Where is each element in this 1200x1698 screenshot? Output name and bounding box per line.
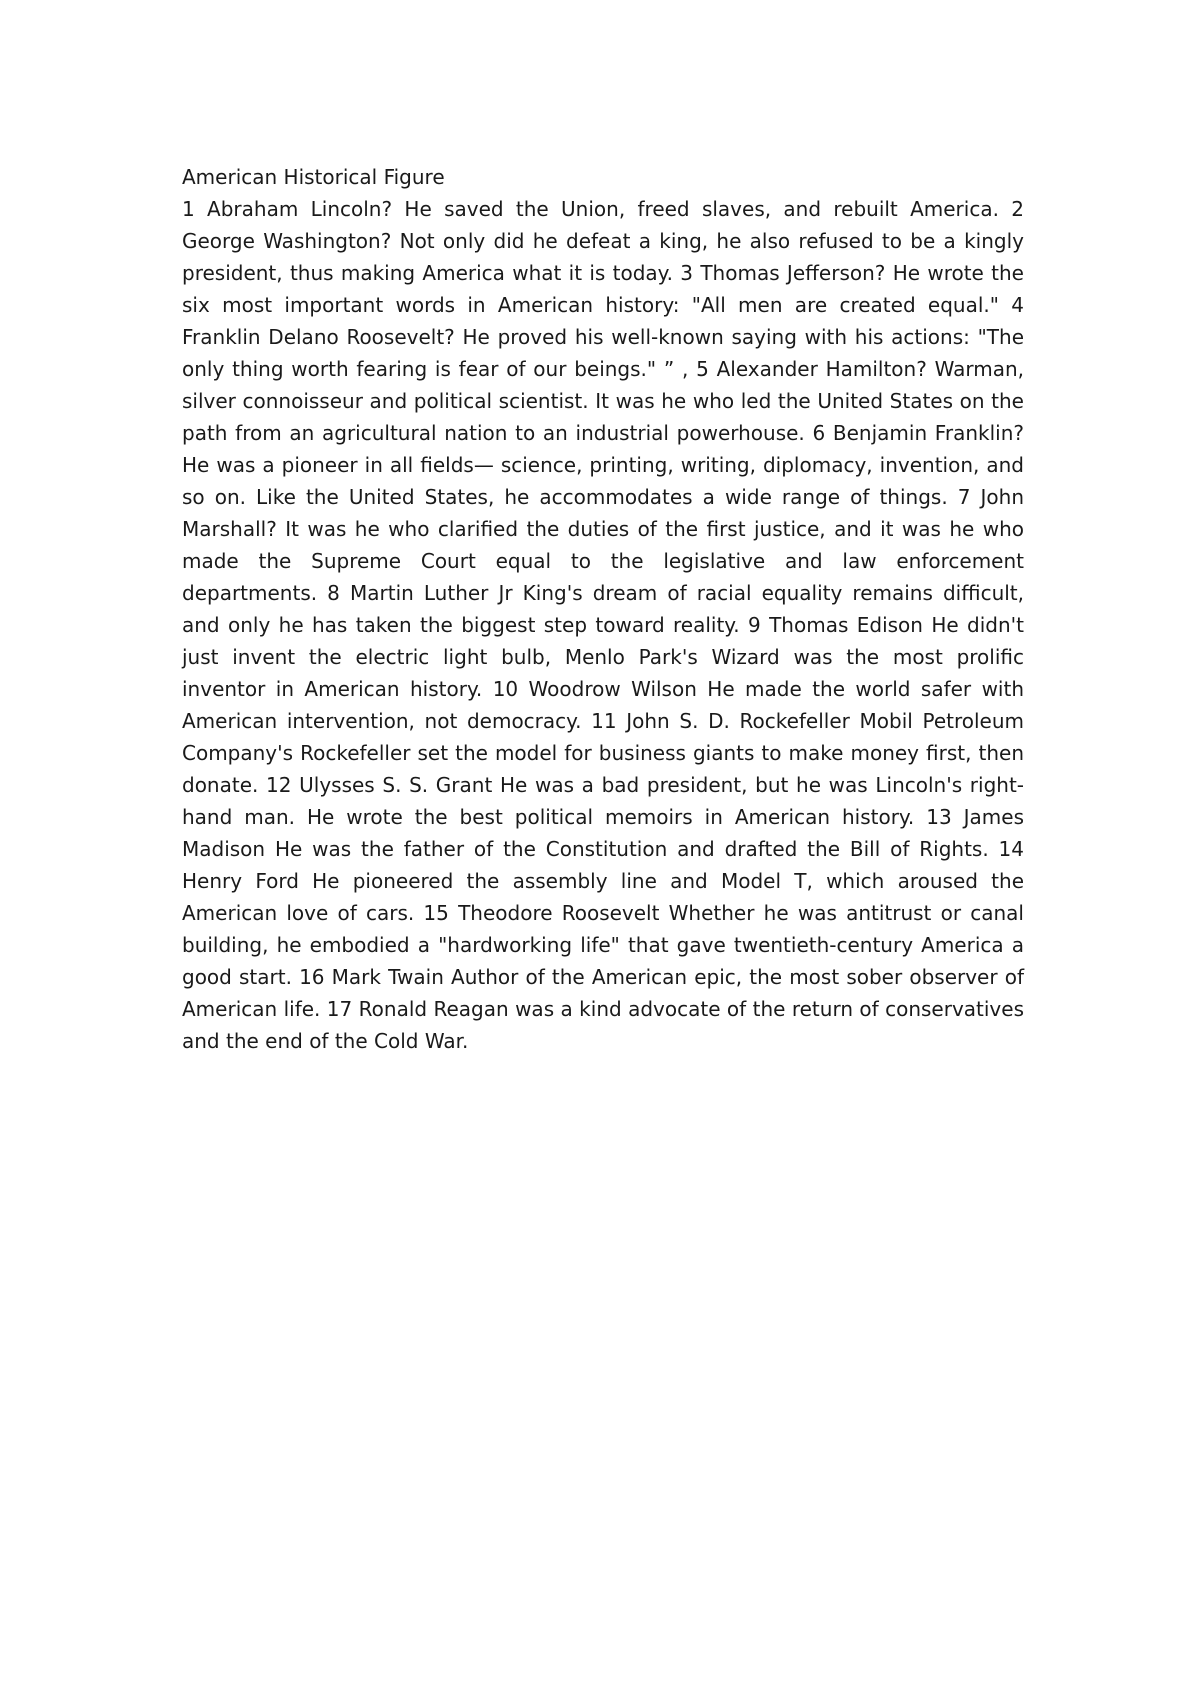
document-body-paragraph: 1 Abraham Lincoln? He saved the Union, freed slaves, and rebuilt America. 2 George Washington? Not only did he defeat a king, he also refused to be a kingly president, thus making America what it is today. 3 Thomas Jefferson? He wrote the six most important words in American history: "All men are created equal." 4 Franklin Delano Roosevelt? He proved his well-known saying with his actions: "The only thing worth fearing is fear of our beings." ” , 5 Alexander Hamilton? Warman, silver connoisseur and political scientist. It was he who led the United States on the path from an agricultural nation to an industrial powerhouse. 6 Benjamin Franklin? He was a pioneer in all fields— science, printing, writing, diplomacy, invention, and so on. Like the United States, he accommodates a wide range of things. 7 John Marshall? It was he who clarified the duties of the first justice, and it was he who made the Supreme Court equal to the legislative and law enforcement departments. 8 Martin Luther Jr King's dream of racial equality remains difficult, and only he has taken the biggest step toward reality. 9 Thomas Edison He didn't just invent the electric light bulb, Menlo Park's Wizard was the most prolific inventor in American history. 10 Woodrow Wilson He made the world safer with American intervention, not democracy. 11 John S. D. Rockefeller Mobil Petroleum Company's Rockefeller set the model for business giants to make money first, then donate. 12 Ulysses S. S. Grant He was a bad president, but he was Lincoln's right-hand man. He wrote the best political memoirs in American history. 13 James Madison He was the father of the Constitution and drafted the Bill of Rights. 14 Henry Ford He pioneered the assembly line and Model T, which aroused the American love of cars. 15 Theodore Roosevelt Whether he was antitrust or canal building, he embodied a "hardworking life" that gave twentieth-century America a good start. 16 Mark Twain Author of the American epic, the most sober observer of American life. 17 Ronald Reagan was a kind advocate of the return of conservatives and the end of the Cold War. bbox=[182, 197, 1024, 1053]
document-text-block bbox=[182, 161, 1024, 1057]
document-title: American Historical Figure bbox=[182, 165, 445, 189]
